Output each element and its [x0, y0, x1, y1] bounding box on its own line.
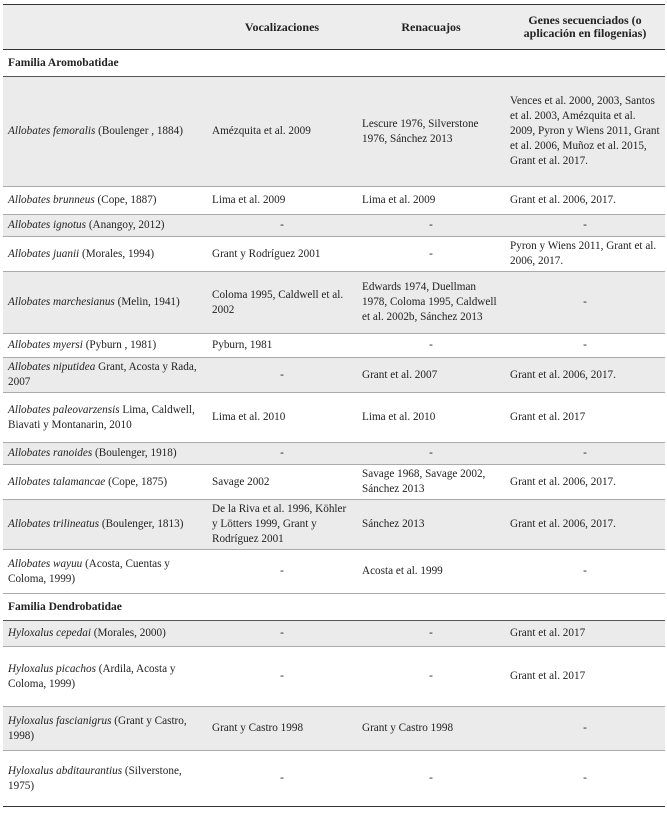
- species-name: Allobates myersi: [8, 339, 83, 351]
- family-name: Familia Aromobatidae: [3, 50, 665, 77]
- species-cell: [3, 443, 207, 465]
- genes-cell: -: [505, 272, 665, 334]
- renacuajos-cell: -: [357, 751, 505, 807]
- renacuajos-cell: -: [357, 215, 505, 237]
- table-row: [3, 751, 665, 807]
- renacuajos-cell: Savage 1968, Savage 2002, Sánchez 2013: [357, 465, 505, 500]
- table-header: [3, 5, 665, 50]
- genes-cell: -: [505, 751, 665, 807]
- species-cell: [3, 215, 207, 237]
- species-cell: [3, 550, 207, 594]
- species-cell: [3, 358, 207, 393]
- species-author: (Pyburn , 1981): [82, 339, 157, 351]
- vocalizaciones-cell: De la Riva et al. 1996, Köhler y Lötters 1999, Grant y Rodríguez 2001: [207, 500, 357, 550]
- species-cell: [3, 77, 207, 187]
- species-cell: [3, 751, 207, 807]
- species-cell: [3, 393, 207, 443]
- table-row: [3, 550, 665, 594]
- genes-cell: -: [505, 334, 665, 358]
- header-renacuajos: Renacuajos: [357, 5, 505, 50]
- renacuajos-cell: Grant et al. 2007: [357, 358, 505, 393]
- vocalizaciones-cell: Pyburn, 1981: [207, 334, 357, 358]
- table-row: [3, 647, 665, 707]
- species-cell: [3, 465, 207, 500]
- table-row: [3, 443, 665, 465]
- species-author: (Silverstone, 1975): [8, 764, 182, 792]
- genes-cell: -: [505, 550, 665, 594]
- species-author: Lima, Caldwell, Biavati y Montanarin, 2010: [8, 403, 195, 431]
- genes-cell: Grant et al. 2017: [505, 621, 665, 647]
- genes-cell: Grant et al. 2006, 2017.: [505, 187, 665, 215]
- species-author: (Morales, 2000): [90, 627, 166, 639]
- renacuajos-cell: Lescure 1976, Silverstone 1976, Sánchez 2013: [357, 77, 505, 187]
- table-row: [3, 358, 665, 393]
- species-name: Allobates femoralis: [8, 125, 96, 137]
- species-data-table: [3, 4, 665, 807]
- header-species: [3, 5, 207, 50]
- vocalizaciones-cell: Grant y Rodríguez 2001: [207, 237, 357, 272]
- species-cell: [3, 647, 207, 707]
- family-row: [3, 50, 665, 77]
- species-name: Allobates ignotus: [8, 219, 87, 231]
- genes-cell: Grant et al. 2017: [505, 393, 665, 443]
- table-row: [3, 272, 665, 334]
- species-author: (Cope, 1887): [94, 194, 157, 206]
- species-author: (Boulenger, 1813): [99, 518, 184, 530]
- species-cell: [3, 707, 207, 751]
- table-row: [3, 500, 665, 550]
- species-name: Hyloxalus abditaurantius: [8, 764, 123, 777]
- species-author: (Ardila, Acosta y Coloma, 1999): [8, 662, 176, 690]
- renacuajos-cell: Lima et al. 2009: [357, 187, 505, 215]
- vocalizaciones-cell: -: [207, 621, 357, 647]
- species-author: (Boulenger , 1884): [95, 125, 183, 137]
- vocalizaciones-cell: -: [207, 358, 357, 393]
- species-name: Hyloxalus picachos: [8, 662, 96, 675]
- vocalizaciones-cell: Savage 2002: [207, 465, 357, 500]
- species-cell: [3, 187, 207, 215]
- species-cell: [3, 237, 207, 272]
- table-row: [3, 393, 665, 443]
- genes-cell: Grant et al. 2017: [505, 647, 665, 707]
- species-name: Hyloxalus cepedai: [8, 627, 91, 639]
- table-row: [3, 621, 665, 647]
- species-name: Allobates brunneus: [8, 194, 95, 206]
- species-name: Allobates juanii: [8, 247, 80, 260]
- genes-cell: Pyron y Wiens 2011, Grant et al. 2006, 2017.: [505, 237, 665, 272]
- vocalizaciones-cell: Grant y Castro 1998: [207, 707, 357, 751]
- table-body: [3, 50, 665, 807]
- species-cell: [3, 334, 207, 358]
- species-name: Allobates niputidea: [8, 361, 96, 373]
- vocalizaciones-cell: Coloma 1995, Caldwell et al. 2002: [207, 272, 357, 334]
- species-author: (Acosta, Cuentas y Coloma, 1999): [8, 557, 170, 585]
- species-cell: [3, 272, 207, 334]
- vocalizaciones-cell: -: [207, 550, 357, 594]
- species-name: Allobates trilineatus: [8, 518, 100, 530]
- species-author: (Anangoy, 2012): [86, 219, 165, 231]
- genes-cell: Grant et al. 2006, 2017.: [505, 500, 665, 550]
- vocalizaciones-cell: -: [207, 751, 357, 807]
- table-row: [3, 237, 665, 272]
- vocalizaciones-cell: Lima et al. 2009: [207, 187, 357, 215]
- species-cell: [3, 621, 207, 647]
- species-name: Hyloxalus fascianigrus: [8, 714, 112, 727]
- table-row: [3, 334, 665, 358]
- species-author: Grant, Acosta y Rada, 2007: [8, 361, 197, 388]
- species-cell: [3, 500, 207, 550]
- species-author: (Morales, 1994): [79, 247, 155, 260]
- table-row: [3, 465, 665, 500]
- table-row: [3, 215, 665, 237]
- species-name: Allobates wayuu: [8, 557, 83, 570]
- genes-cell: -: [505, 707, 665, 751]
- genes-cell: Vences et al. 2000, 2003, Santos et al. 2003, Amézquita et al. 2009, Pyron y Wiens 2011, Grant et al. 2006, Muñoz et al. 2015, Grant et al. 2017.: [505, 77, 665, 187]
- header-genes: Genes secuenciados (o aplicación en filogenias): [505, 5, 665, 50]
- species-author: (Grant y Castro, 1998): [8, 714, 187, 742]
- species-name: Allobates ranoides: [8, 447, 93, 459]
- table-row: [3, 187, 665, 215]
- table-row: [3, 77, 665, 187]
- vocalizaciones-cell: Lima et al. 2010: [207, 393, 357, 443]
- family-row: [3, 594, 665, 621]
- species-name: Allobates marchesianus: [8, 296, 115, 308]
- species-author: (Melin, 1941): [114, 296, 180, 308]
- renacuajos-cell: Lima et al. 2010: [357, 393, 505, 443]
- vocalizaciones-cell: Amézquita et al. 2009: [207, 77, 357, 187]
- species-name: Allobates paleovarzensis: [8, 403, 120, 416]
- header-vocalizaciones: Vocalizaciones: [207, 5, 357, 50]
- genes-cell: Grant et al. 2006, 2017.: [505, 465, 665, 500]
- renacuajos-cell: Sánchez 2013: [357, 500, 505, 550]
- renacuajos-cell: Acosta et al. 1999: [357, 550, 505, 594]
- genes-cell: Grant et al. 2006, 2017.: [505, 358, 665, 393]
- vocalizaciones-cell: -: [207, 647, 357, 707]
- species-author: (Cope, 1875): [105, 475, 168, 488]
- renacuajos-cell: Edwards 1974, Duellman 1978, Coloma 1995, Caldwell et al. 2002b, Sánchez 2013: [357, 272, 505, 334]
- renacuajos-cell: -: [357, 621, 505, 647]
- renacuajos-cell: -: [357, 237, 505, 272]
- genes-cell: -: [505, 443, 665, 465]
- renacuajos-cell: -: [357, 443, 505, 465]
- table-row: [3, 707, 665, 751]
- renacuajos-cell: -: [357, 647, 505, 707]
- renacuajos-cell: -: [357, 334, 505, 358]
- renacuajos-cell: Grant y Castro 1998: [357, 707, 505, 751]
- vocalizaciones-cell: -: [207, 443, 357, 465]
- species-author: (Boulenger, 1918): [92, 447, 177, 459]
- species-name: Allobates talamancae: [8, 475, 106, 488]
- genes-cell: -: [505, 215, 665, 237]
- vocalizaciones-cell: -: [207, 215, 357, 237]
- family-name: Familia Dendrobatidae: [3, 594, 665, 621]
